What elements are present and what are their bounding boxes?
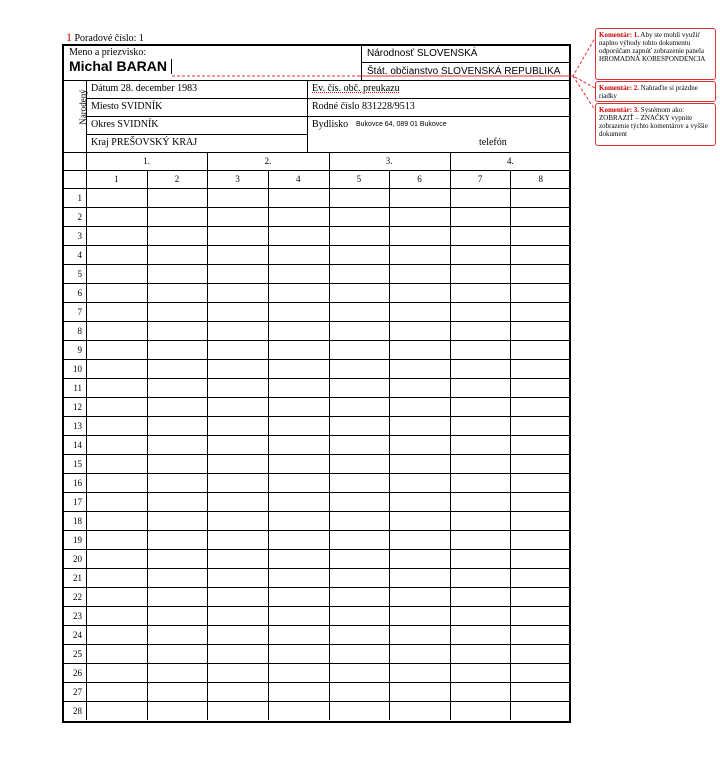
group-header: 3.	[385, 156, 393, 166]
ev-cis-field[interactable]: Ev. čís. obč. preukazu	[312, 83, 400, 94]
row-number: 9	[77, 345, 82, 355]
row-number: 5	[77, 269, 82, 279]
miesto-field[interactable]: Miesto SVIDNÍK	[91, 101, 163, 112]
row-number: 22	[73, 592, 82, 602]
row-marker: 1	[66, 30, 72, 44]
column-header: 2	[174, 174, 180, 184]
telefon-field[interactable]: telefón	[479, 137, 507, 148]
bydlisko-label: Bydlisko	[312, 119, 349, 130]
row-number: 6	[77, 288, 82, 298]
name-label: Meno a priezvisko:	[69, 47, 147, 58]
group-header: 1.	[143, 156, 150, 166]
comment-title: Komentár: 1.	[599, 31, 640, 39]
column-header: 1	[114, 174, 119, 184]
kraj-field[interactable]: Kraj PREŠOVSKÝ KRAJ	[91, 137, 198, 148]
row-number: 23	[73, 611, 82, 621]
group-header: 2.	[264, 156, 272, 166]
column-header: 7	[477, 174, 483, 184]
column-header: 5	[356, 174, 362, 184]
row-number: 7	[77, 307, 82, 317]
row-number: 11	[73, 383, 82, 393]
row-number: 1	[77, 193, 82, 203]
comment-title: Komentár: 3.	[599, 106, 640, 114]
row-number: 13	[73, 421, 82, 431]
row-number: 15	[73, 459, 82, 469]
obcianstvo-field[interactable]: Štát. občianstvo SLOVENSKÁ REPUBLIKA	[367, 66, 561, 77]
datum-field[interactable]: Dátum 28. december 1983	[91, 83, 198, 94]
okres-field[interactable]: Okres SVIDNÍK	[91, 119, 159, 130]
row-number: 3	[77, 231, 82, 241]
column-header: 3	[235, 174, 240, 184]
bydlisko-value[interactable]: Bukovce 64, 089 01 Bukovce	[356, 121, 447, 128]
row-number: 27	[73, 687, 82, 697]
row-number: 17	[73, 497, 82, 507]
comment-text: Aby ste mohli využiť naplno výhody tohto dokumentu odporúčam zapnúť zobrazenie panela HROMADNÁ KORESPONDENCIA	[599, 31, 706, 63]
row-number: 28	[73, 706, 82, 716]
column-header: 6	[417, 174, 422, 184]
column-header: 8	[538, 174, 543, 184]
row-number: 26	[73, 668, 82, 678]
narodnost-field[interactable]: Národnosť SLOVENSKÁ	[367, 48, 478, 59]
row-number: 4	[77, 250, 82, 260]
narodeny-label: Narodený	[78, 89, 88, 125]
comment-text: Systémom ako: ZOBRAZIŤ – ZNAČKY vypnite zobrazenie týchto komentárov a vyššie dokument	[599, 106, 708, 138]
row-number: 18	[73, 516, 82, 526]
comment-text: Nahraďte si prázdne riadky	[599, 84, 698, 100]
row-number: 8	[77, 326, 82, 336]
row-number: 21	[73, 573, 82, 583]
row-number: 12	[73, 402, 82, 412]
row-number: 20	[73, 554, 82, 564]
column-header: 4	[295, 174, 301, 184]
row-number: 10	[73, 364, 82, 374]
group-header: 4.	[507, 156, 514, 166]
poradove-label: Poradové číslo: 1	[74, 33, 144, 44]
name-value[interactable]: Michal BARAN	[69, 58, 168, 74]
row-number: 16	[73, 478, 82, 488]
row-number: 14	[73, 440, 82, 450]
row-number: 24	[73, 630, 82, 640]
comment-title: Komentár: 2.	[599, 84, 640, 92]
row-number: 25	[73, 649, 82, 659]
row-number: 19	[73, 535, 82, 545]
rodne-cislo-field[interactable]: Rodné číslo 831228/9513	[312, 101, 415, 112]
row-number: 2	[77, 212, 82, 222]
